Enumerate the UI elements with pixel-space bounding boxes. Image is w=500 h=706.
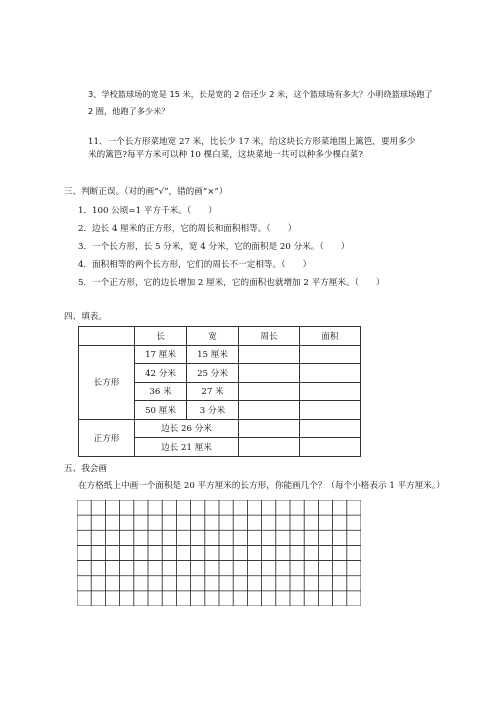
section-fill-heading: 四、填表。 [64,312,107,322]
section-judge-heading: 三、判断正误。（对的画“√”，错的画“×”） [64,187,228,197]
rect-width-cell: 3 分米 [187,401,239,420]
area-answer-cell[interactable] [300,364,361,383]
rect-length-cell: 36 米 [135,382,187,401]
table-row [79,345,361,364]
rect-length-cell: 50 厘米 [135,401,187,420]
table-header-row [79,327,361,346]
rect-width-cell: 25 分米 [187,364,239,383]
question-3: 3、学校篮球场的宽是 15 米，长是宽的 2 倍还少 2 米，这个篮球场有多大？小明绕篮球场跑了 2 圈，他跑了多少米？ [88,89,433,116]
question-11: 11、一个长方形菜地宽 27 米，比长少 17 米，给这块长方形菜地围上篱笆，要用多少米的篱笆?每平方米可以种 10 棵白菜，这块菜地一共可以种多少棵白菜? [88,137,416,160]
judge-item-2: 2．边长 4 厘米的正方形，它的周长和面积相等。（ ） [78,224,297,234]
rect-length-cell: 42 分米 [135,364,187,383]
perimeter-answer-cell[interactable] [239,401,300,420]
square-side-cell: 边长 26 分米 [135,419,239,438]
square-side-cell: 边长 21 厘米 [135,438,239,457]
header-cell-width: 宽 [187,327,239,346]
perimeter-answer-cell[interactable] [239,438,300,457]
judge-item-1: 1．100 公顷=1 平方千米。（ ） [78,206,217,216]
square-grid[interactable] [77,500,361,606]
judge-item-4: 4．面积相等的两个长方形，它们的周长不一定相等。（ ） [78,260,312,270]
header-cell-length: 长 [135,327,187,346]
header-cell-area: 面积 [300,327,361,346]
section-draw-heading: 五、我会画 [64,464,107,474]
header-cell-perimeter: 周长 [239,327,300,346]
draw-instruction: 在方格纸上中画一个面积是 20 平方厘米的长方形，你能画几个？（每个小格表示 1 平方厘米。） [78,481,445,491]
area-answer-cell[interactable] [300,438,361,457]
area-answer-cell[interactable] [300,419,361,438]
perimeter-answer-cell[interactable] [239,345,300,364]
judge-item-3: 3．一个长方形，长 5 分米，宽 4 分米，它的面积是 20 分米。（ ） [78,242,350,252]
area-answer-cell[interactable] [300,401,361,420]
table-row [79,419,361,438]
perimeter-answer-cell[interactable] [239,419,300,438]
judge-item-5: 5．一个正方形，它的边长增加 2 厘米，它的面积也就增加 2 平方厘米。（ ） [78,278,385,288]
square-label-cell: 正方形 [79,419,135,456]
area-answer-cell[interactable] [300,382,361,401]
fill-table [78,326,361,457]
perimeter-answer-cell[interactable] [239,364,300,383]
area-answer-cell[interactable] [300,345,361,364]
rect-width-cell: 27 米 [187,382,239,401]
rect-label-cell: 长方形 [79,345,135,419]
rect-width-cell: 15 厘米 [187,345,239,364]
perimeter-answer-cell[interactable] [239,382,300,401]
header-cell-blank [79,327,135,346]
rect-length-cell: 17 厘米 [135,345,187,364]
